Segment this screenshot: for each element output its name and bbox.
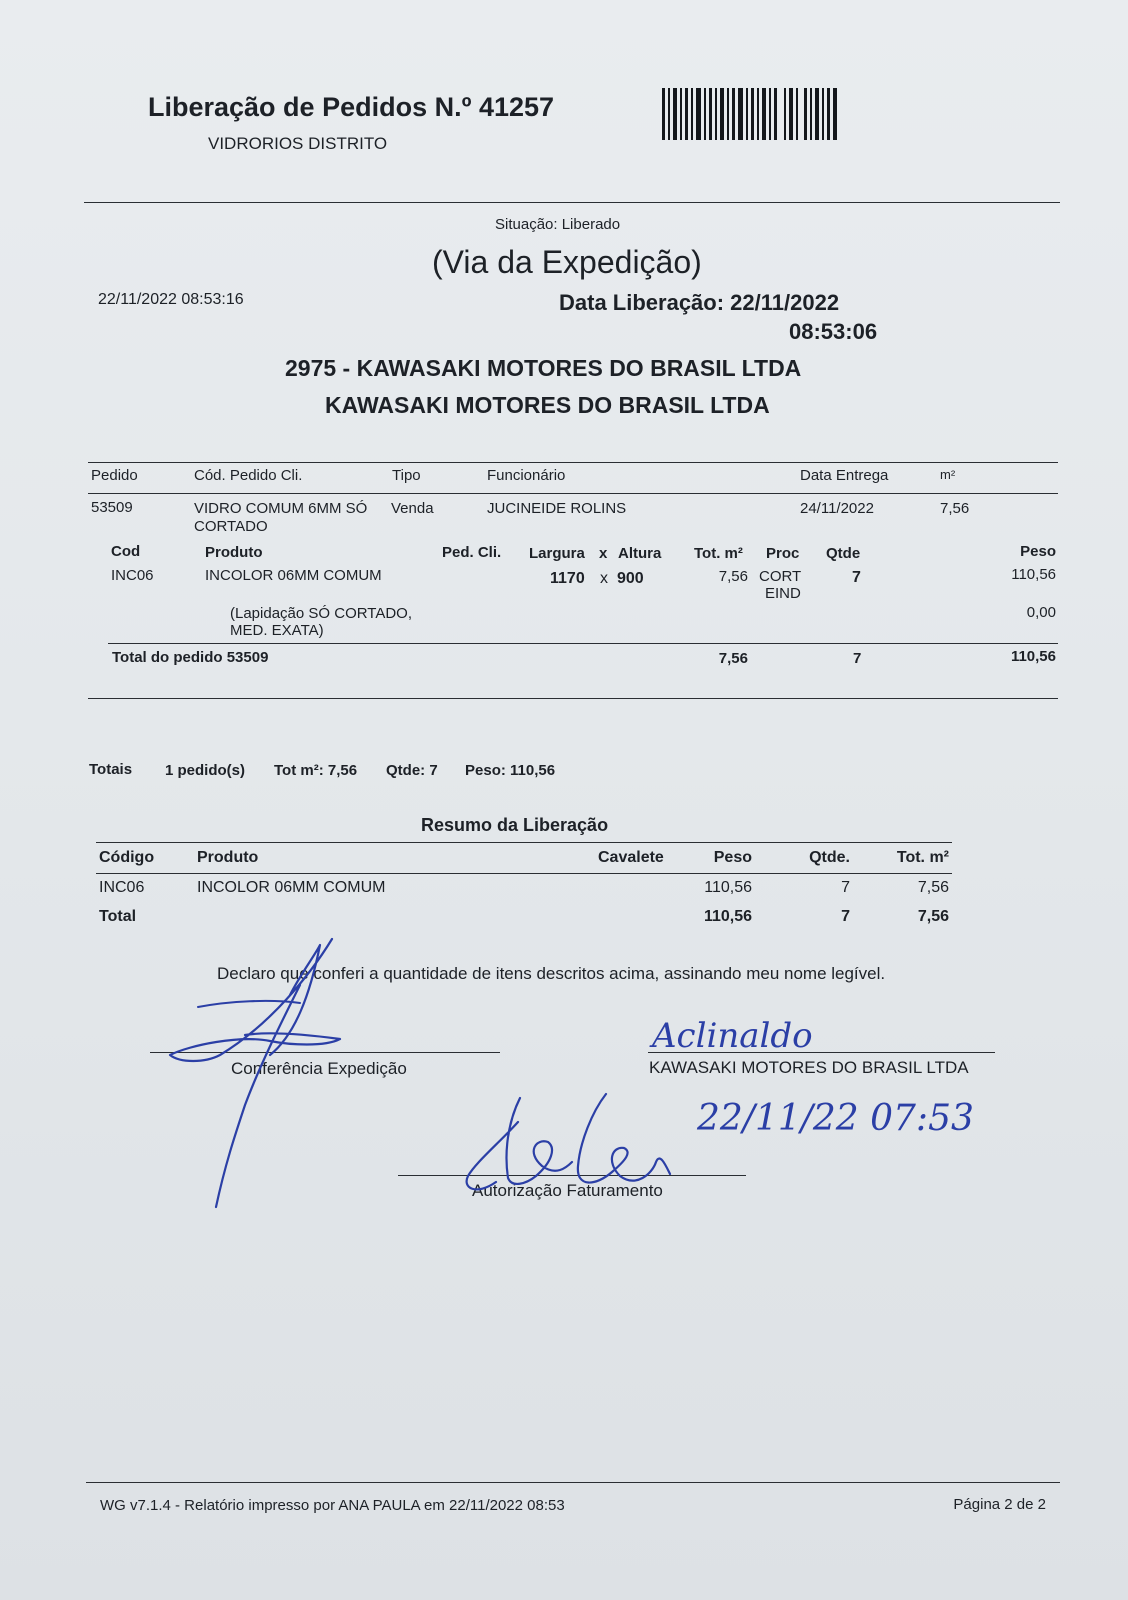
order-total-label: Total do pedido 53509: [112, 649, 269, 666]
item-note-line-2: MED. EXATA): [230, 622, 324, 639]
resumo-qtde: 7: [841, 879, 850, 896]
order-total-qtde: 7: [853, 650, 862, 667]
resumo-top-rule: [96, 842, 952, 843]
autorizacao-label: Autorização Faturamento: [472, 1181, 663, 1200]
barcode-icon: [662, 88, 838, 142]
order-total-peso: 110,56: [1010, 648, 1056, 665]
col-largura: Largura: [529, 545, 585, 562]
col-ped-cli: Ped. Cli.: [442, 544, 502, 561]
order-table-header-rule: [88, 493, 1058, 494]
data-liberacao: Data Liberação: 22/11/2022: [559, 290, 840, 315]
totais-pedidos: 1 pedido(s): [165, 762, 246, 779]
resumo-produto: INCOLOR 06MM COMUM: [197, 879, 386, 896]
order-table-bottom-rule: [88, 698, 1058, 699]
funcionario-value: JUCINEIDE ROLINS: [487, 500, 627, 517]
footer-divider: [86, 1482, 1060, 1483]
resumo-col-codigo: Código: [99, 849, 155, 866]
resumo-total-label: Total: [99, 908, 137, 925]
client-line-2: KAWASAKI MOTORES DO BRASIL LTDA: [325, 392, 770, 418]
col-tot-m2: Tot. m²: [694, 545, 743, 562]
resumo-col-qtde: Qtde.: [809, 849, 850, 866]
cod-pedido-cli-line-1: VIDRO COMUM 6MM SÓ: [194, 500, 368, 517]
cod-pedido-cli-line-2: CORTADO: [194, 518, 268, 535]
item-note-line-1: (Lapidação SÓ CORTADO,: [230, 605, 413, 622]
tipo-value: Venda: [391, 500, 434, 517]
client-signature-label: KAWASAKI MOTORES DO BRASIL LTDA: [649, 1058, 969, 1077]
resumo-peso: 110,56: [704, 879, 752, 896]
item-peso: 110,56: [1011, 566, 1056, 583]
col-pedido: Pedido: [91, 467, 138, 484]
totais-qtde: Qtde: 7: [386, 762, 438, 779]
totais-tot-m2: Tot m²: 7,56: [274, 762, 358, 779]
col-data-entrega: Data Entrega: [800, 467, 889, 484]
pedido-number: 53509: [91, 499, 133, 516]
resumo-total-peso: 110,56: [703, 908, 752, 925]
printed-datetime: 22/11/2022 08:53:16: [98, 291, 244, 308]
item-sub-peso: 0,00: [1026, 604, 1056, 621]
resumo-col-produto: Produto: [197, 849, 259, 866]
data-entrega-value: 24/11/2022: [800, 500, 874, 517]
company-name: VIDRORIOS DISTRITO: [208, 134, 388, 153]
item-cod: INC06: [111, 567, 154, 584]
via-label: (Via da Expedição): [432, 244, 702, 280]
col-cod-pedido-cli: Cód. Pedido Cli.: [194, 467, 303, 484]
resumo-codigo: INC06: [99, 879, 145, 896]
order-total-m2: 7,56: [718, 650, 748, 667]
resumo-header-rule: [96, 873, 952, 874]
resumo-title: Resumo da Liberação: [421, 815, 609, 835]
situacao-label: Situação: Liberado: [495, 216, 621, 233]
col-m2: m²: [940, 467, 956, 482]
col-x: x: [599, 545, 608, 562]
col-cod: Cod: [111, 543, 141, 560]
order-table-top-rule: [88, 462, 1058, 463]
client-line-1: 2975 - KAWASAKI MOTORES DO BRASIL LTDA: [285, 355, 802, 381]
item-altura: 900: [617, 570, 644, 587]
col-funcionario: Funcionário: [487, 467, 566, 484]
footer-page-number: Página 2 de 2: [953, 1496, 1046, 1513]
resumo-tot-m2: 7,56: [917, 879, 949, 896]
item-tot-m2: 7,56: [718, 568, 748, 585]
resumo-total-tot-m2: 7,56: [917, 908, 949, 925]
conferencia-signature-icon: [150, 935, 380, 1215]
conferencia-label: Conferência Expedição: [231, 1059, 407, 1078]
col-produto: Produto: [205, 544, 263, 561]
m2-value: 7,56: [940, 500, 970, 517]
resumo-total-qtde: 7: [841, 908, 850, 925]
client-handwritten-name: Aclinaldo: [652, 1016, 813, 1056]
item-produto: INCOLOR 06MM COMUM: [205, 567, 382, 584]
autorizacao-signature-icon: [456, 1092, 696, 1202]
declaration-text: Declaro que conferi a quantidade de itens descritos acima, assinando meu nome legível.: [217, 964, 886, 983]
resumo-col-tot-m2: Tot. m²: [896, 849, 949, 866]
col-tipo: Tipo: [392, 467, 421, 484]
item-largura: 1170: [550, 570, 585, 587]
item-proc-line-2: EIND: [765, 585, 801, 602]
col-proc: Proc: [766, 545, 800, 562]
items-total-rule: [108, 643, 1058, 644]
footer-printed-by: WG v7.1.4 - Relatório impresso por ANA PAULA em 22/11/2022 08:53: [100, 1497, 565, 1514]
resumo-col-cavalete: Cavalete: [598, 849, 664, 866]
handwritten-date: 22/11/22 07:53: [697, 1098, 974, 1139]
resumo-col-peso: Peso: [713, 849, 752, 866]
col-qtde: Qtde: [826, 545, 861, 562]
col-altura: Altura: [618, 545, 662, 562]
header-divider: [84, 202, 1060, 203]
totais-peso: Peso: 110,56: [465, 762, 556, 779]
item-qtde: 7: [852, 569, 861, 586]
document-title: Liberação de Pedidos N.º 41257: [148, 92, 555, 122]
totais-label: Totais: [89, 761, 133, 778]
data-liberacao-time: 08:53:06: [789, 319, 878, 344]
item-proc-line-1: CORT: [759, 568, 802, 585]
item-x: x: [600, 570, 608, 587]
col-peso: Peso: [1020, 543, 1056, 560]
